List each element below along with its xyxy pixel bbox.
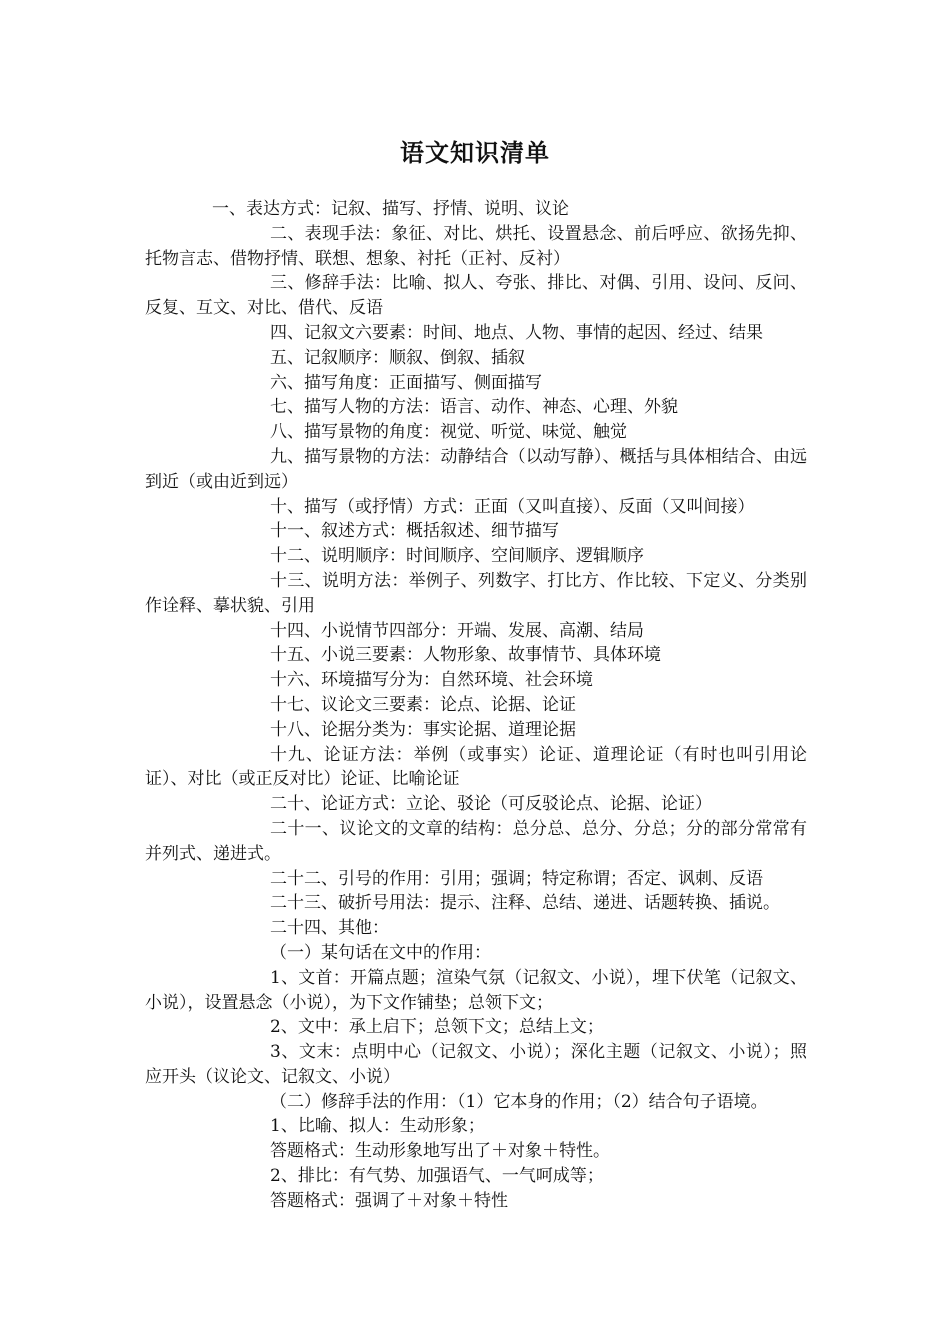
- paragraph-7: 七、描写人物的方法：语言、动作、神态、心理、外貌: [270, 397, 678, 418]
- paragraph-6: 六、描写角度：正面描写、侧面描写: [270, 372, 542, 393]
- paragraph-31: 答题格式：生动形象地写出了＋对象＋特性。: [270, 1141, 610, 1162]
- paragraph-2: 二、表现手法：象征、对比、烘托、设置悬念、前后呼应、欲扬先抑、托物言志、借物抒情、联想、想象、衬托（正衬、反衬）: [145, 223, 807, 269]
- paragraph-16: 十六、环境描写分为：自然环境、社会环境: [270, 670, 593, 691]
- paragraph-24: 二十四、其他：: [270, 918, 389, 939]
- paragraph-32: 2、排比：有气势、加强语气、一气呵成等；: [270, 1166, 604, 1187]
- paragraph-20: 二十、论证方式：立论、驳论（可反驳论点、论据、论证）: [270, 794, 712, 815]
- paragraph-33: 答题格式：强调了＋对象＋特性: [270, 1190, 508, 1211]
- paragraph-13: 十三、说明方法：举例子、列数字、打比方、作比较、下定义、分类别作诠释、摹状貌、引用: [145, 570, 807, 616]
- paragraph-3: 三、修辞手法：比喻、拟人、夸张、排比、对偶、引用、设问、反问、反复、互文、对比、借代、反语: [145, 273, 807, 319]
- paragraph-28: 3、文末：点明中心（记叙文、小说）；深化主题（记叙文、小说）；照应开头（议论文、记叙文、小说）: [145, 1042, 807, 1087]
- paragraph-17: 十七、议论文三要素：论点、论据、论证: [270, 694, 576, 715]
- paragraph-11: 十一、叙述方式：概括叙述、细节描写: [270, 521, 559, 542]
- paragraph-25: （一）某句话在文中的作用：: [270, 942, 491, 963]
- paragraph-9: 九、描写景物的方法：动静结合（以动写静）、概括与具体相结合、由远到近（或由近到远）: [145, 446, 807, 492]
- paragraph-23: 二十三、破折号用法：提示、注释、总结、递进、话题转换、插说。: [270, 893, 780, 914]
- document-body: [145, 197, 807, 1214]
- paragraph-27: 2、文中：承上启下；总领下文；总结上文；: [270, 1017, 604, 1038]
- paragraph-26: 1、文首：开篇点题；渲染气氛（记叙文、小说），埋下伏笔（记叙文、小说），设置悬念（小说），为下文作铺垫；总领下文；: [145, 967, 807, 1013]
- paragraph-4: 四、记叙文六要素：时间、地点、人物、事情的起因、经过、结果: [270, 322, 763, 343]
- paragraph-1: 一、表达方式：记叙、描写、抒情、说明、议论: [212, 199, 569, 219]
- paragraph-10: 十、描写（或抒情）方式：正面（又叫直接）、反面（又叫间接）: [270, 496, 755, 517]
- paragraph-14: 十四、小说情节四部分：开端、发展、高潮、结局: [270, 620, 644, 641]
- paragraph-8: 八、描写景物的角度：视觉、听觉、味觉、触觉: [270, 422, 627, 443]
- paragraph-29: （二）修辞手法的作用：（1）它本身的作用；（2）结合句子语境。: [270, 1091, 768, 1112]
- paragraph-19: 十九、论证方法：举例（或事实）论证、道理论证（有时也叫引用论证）、对比（或正反对比）论证、比喻论证: [145, 744, 807, 790]
- paragraph-12: 十二、说明顺序：时间顺序、空间顺序、逻辑顺序: [270, 546, 644, 567]
- document-title: 语文知识清单: [400, 138, 550, 167]
- paragraph-18: 十八、论据分类为：事实论据、道理论据: [270, 719, 576, 740]
- paragraph-21: 二十一、议论文的文章的结构：总分总、总分、分总；分的部分常常有并列式、递进式。: [145, 818, 807, 864]
- paragraph-30: 1、比喻、拟人：生动形象；: [270, 1116, 485, 1137]
- paragraph-5: 五、记叙顺序：顺叙、倒叙、插叙: [270, 347, 525, 368]
- paragraph-22: 二十二、引号的作用：引用；强调；特定称谓；否定、讽刺、反语: [270, 868, 763, 889]
- paragraph-15: 十五、小说三要素：人物形象、故事情节、具体环境: [270, 645, 661, 666]
